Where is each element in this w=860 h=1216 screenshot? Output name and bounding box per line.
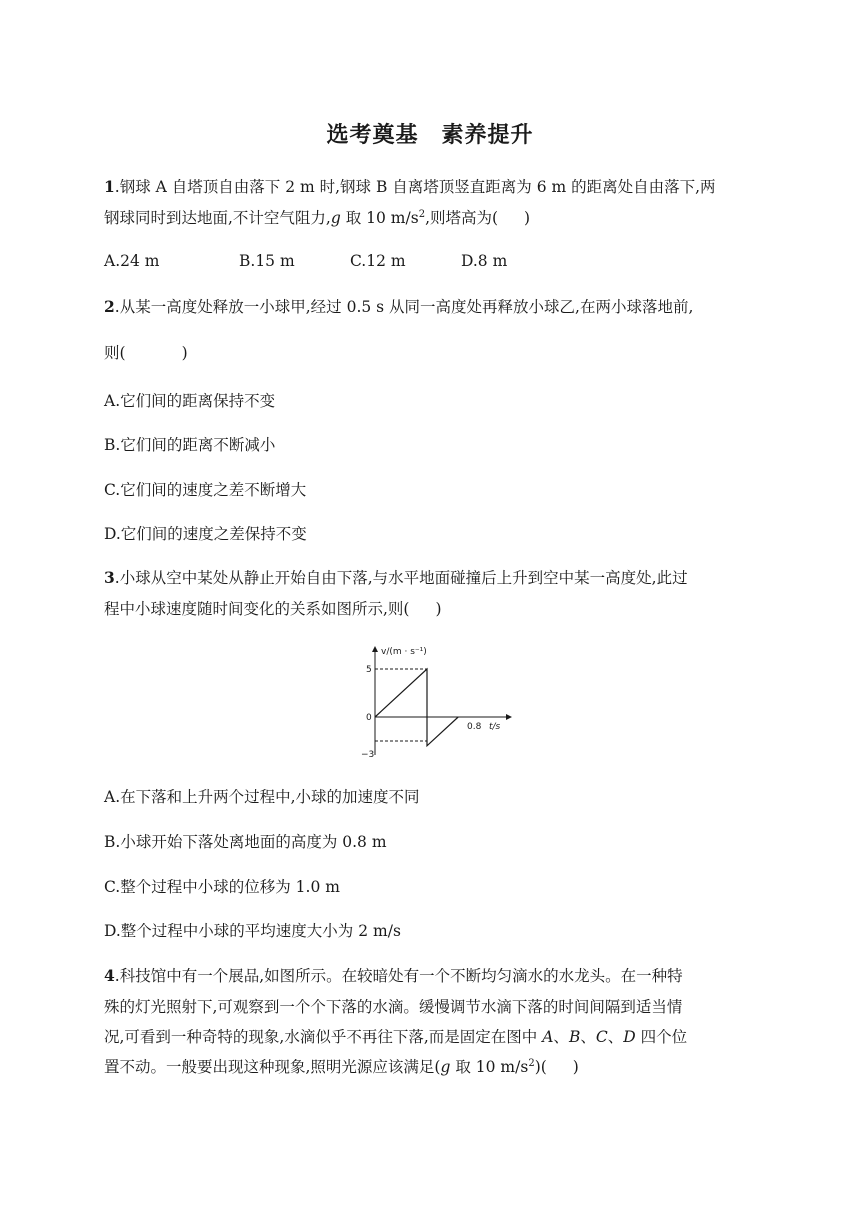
q3-line-2 (104, 598, 442, 620)
q3-option-d[interactable]: D.整个过程中小球的平均速度大小为 2 m/s (104, 922, 401, 940)
q4-text-3a: 况,可看到一种奇特的现象,水滴似乎不再往下落,而是固定在图中 (104, 1028, 543, 1046)
q4-line-3 (104, 1026, 687, 1048)
q4-sep-1: 、 (553, 1028, 569, 1046)
q1-option-a[interactable]: A.24 m (104, 252, 160, 270)
q4-point-c: C (595, 1028, 608, 1046)
q1-number: 1 (104, 177, 115, 196)
q2-option-b[interactable]: B.它们间的距离不断减小 (104, 436, 276, 454)
q2-number: 2 (104, 297, 115, 316)
q4-text-3b: 四个位 (635, 1028, 688, 1046)
q3-text-1: .小球从空中某处从静止开始自由下落,与水平地面碰撞后上升到空中某一高度处,此过 (114, 569, 688, 587)
q1-sup: 2 (418, 209, 426, 220)
q4-sep-3: 、 (607, 1028, 624, 1046)
y-tick-neg3: −3 (361, 750, 375, 760)
q3-text-2b: ) (435, 600, 442, 618)
q4-text-4c: )( (534, 1058, 547, 1076)
q3-number: 3 (104, 568, 115, 587)
q3-line-1 (104, 567, 688, 589)
q1-option-d[interactable]: D.8 m (461, 252, 508, 270)
q4-text-4d: ) (572, 1058, 579, 1076)
q1-line-1 (104, 176, 716, 198)
q1-text-2a: 钢球同时到达地面,不计空气阻力, (104, 209, 331, 227)
q1-text-2b: 取 10 m/s (340, 209, 419, 227)
y-tick-0: 0 (366, 713, 372, 723)
q4-line-4 (104, 1056, 579, 1078)
q1-option-c[interactable]: C.12 m (350, 252, 406, 270)
q2-text-2a: 则( (104, 344, 126, 362)
x-axis-label: t/s (489, 722, 501, 732)
q1-text-1: .钢球 A 自塔顶自由落下 2 m 时,钢球 B 自离塔顶竖直距离为 6 m 的距离处自由落下,两 (114, 178, 716, 196)
velocity-series-line (375, 669, 458, 746)
q3-option-c[interactable]: C.整个过程中小球的位移为 1.0 m (104, 878, 340, 896)
q3-option-a[interactable]: A.在下落和上升两个过程中,小球的加速度不同 (104, 788, 420, 806)
y-axis-label: v/(m · s⁻¹) (381, 647, 427, 657)
q4-text-1: .科技馆中有一个展品,如图所示。在较暗处有一个不断均匀滴水的水龙头。在一种特 (114, 967, 683, 985)
q4-sup: 2 (528, 1058, 535, 1069)
q4-point-b: B (568, 1028, 581, 1046)
y-tick-5: 5 (366, 665, 372, 675)
page-title: 选考奠基 素养提升 (326, 123, 534, 148)
q4-point-a: A (542, 1028, 554, 1046)
q2-line-2 (104, 342, 188, 364)
q2-text-2b: ) (181, 344, 188, 362)
q1-text-2d: ) (524, 209, 531, 227)
q2-option-c[interactable]: C.它们间的速度之差不断增大 (104, 481, 307, 499)
q3-text-2a: 程中小球速度随时间变化的关系如图所示,则( (104, 600, 410, 618)
q4-line-1 (104, 965, 683, 987)
q4-text-4b: 取 10 m/s (450, 1058, 529, 1076)
velocity-time-chart (355, 643, 515, 761)
q4-text-4a: 置不动。一般要出现这种现象,照明光源应该满足( (104, 1058, 441, 1076)
q4-sep-2: 、 (580, 1028, 596, 1046)
q2-option-a[interactable]: A.它们间的距离保持不变 (104, 392, 276, 410)
q2-text-1: .从某一高度处释放一小球甲,经过 0.5 s 从同一高度处再释放小球乙,在两小球落地前, (114, 298, 694, 316)
q2-option-d[interactable]: D.它们间的速度之差保持不变 (104, 525, 307, 543)
q1-line-2 (104, 207, 530, 229)
q1-option-b[interactable]: B.15 m (239, 252, 295, 270)
q4-line-2: 殊的灯光照射下,可观察到一个个下落的水滴。缓慢调节水滴下落的时间间隔到适当情 (104, 998, 683, 1016)
q3-option-b[interactable]: B.小球开始下落处离地面的高度为 0.8 m (104, 833, 387, 851)
q4-g-symbol: g (440, 1058, 451, 1076)
x-tick-0.8: 0.8 (467, 722, 482, 732)
q4-point-d: D (623, 1028, 636, 1046)
q1-text-2c: ,则塔高为( (425, 209, 499, 227)
q4-number: 4 (104, 966, 115, 985)
q1-g-symbol: g (330, 209, 341, 227)
q2-line-1 (104, 296, 693, 318)
